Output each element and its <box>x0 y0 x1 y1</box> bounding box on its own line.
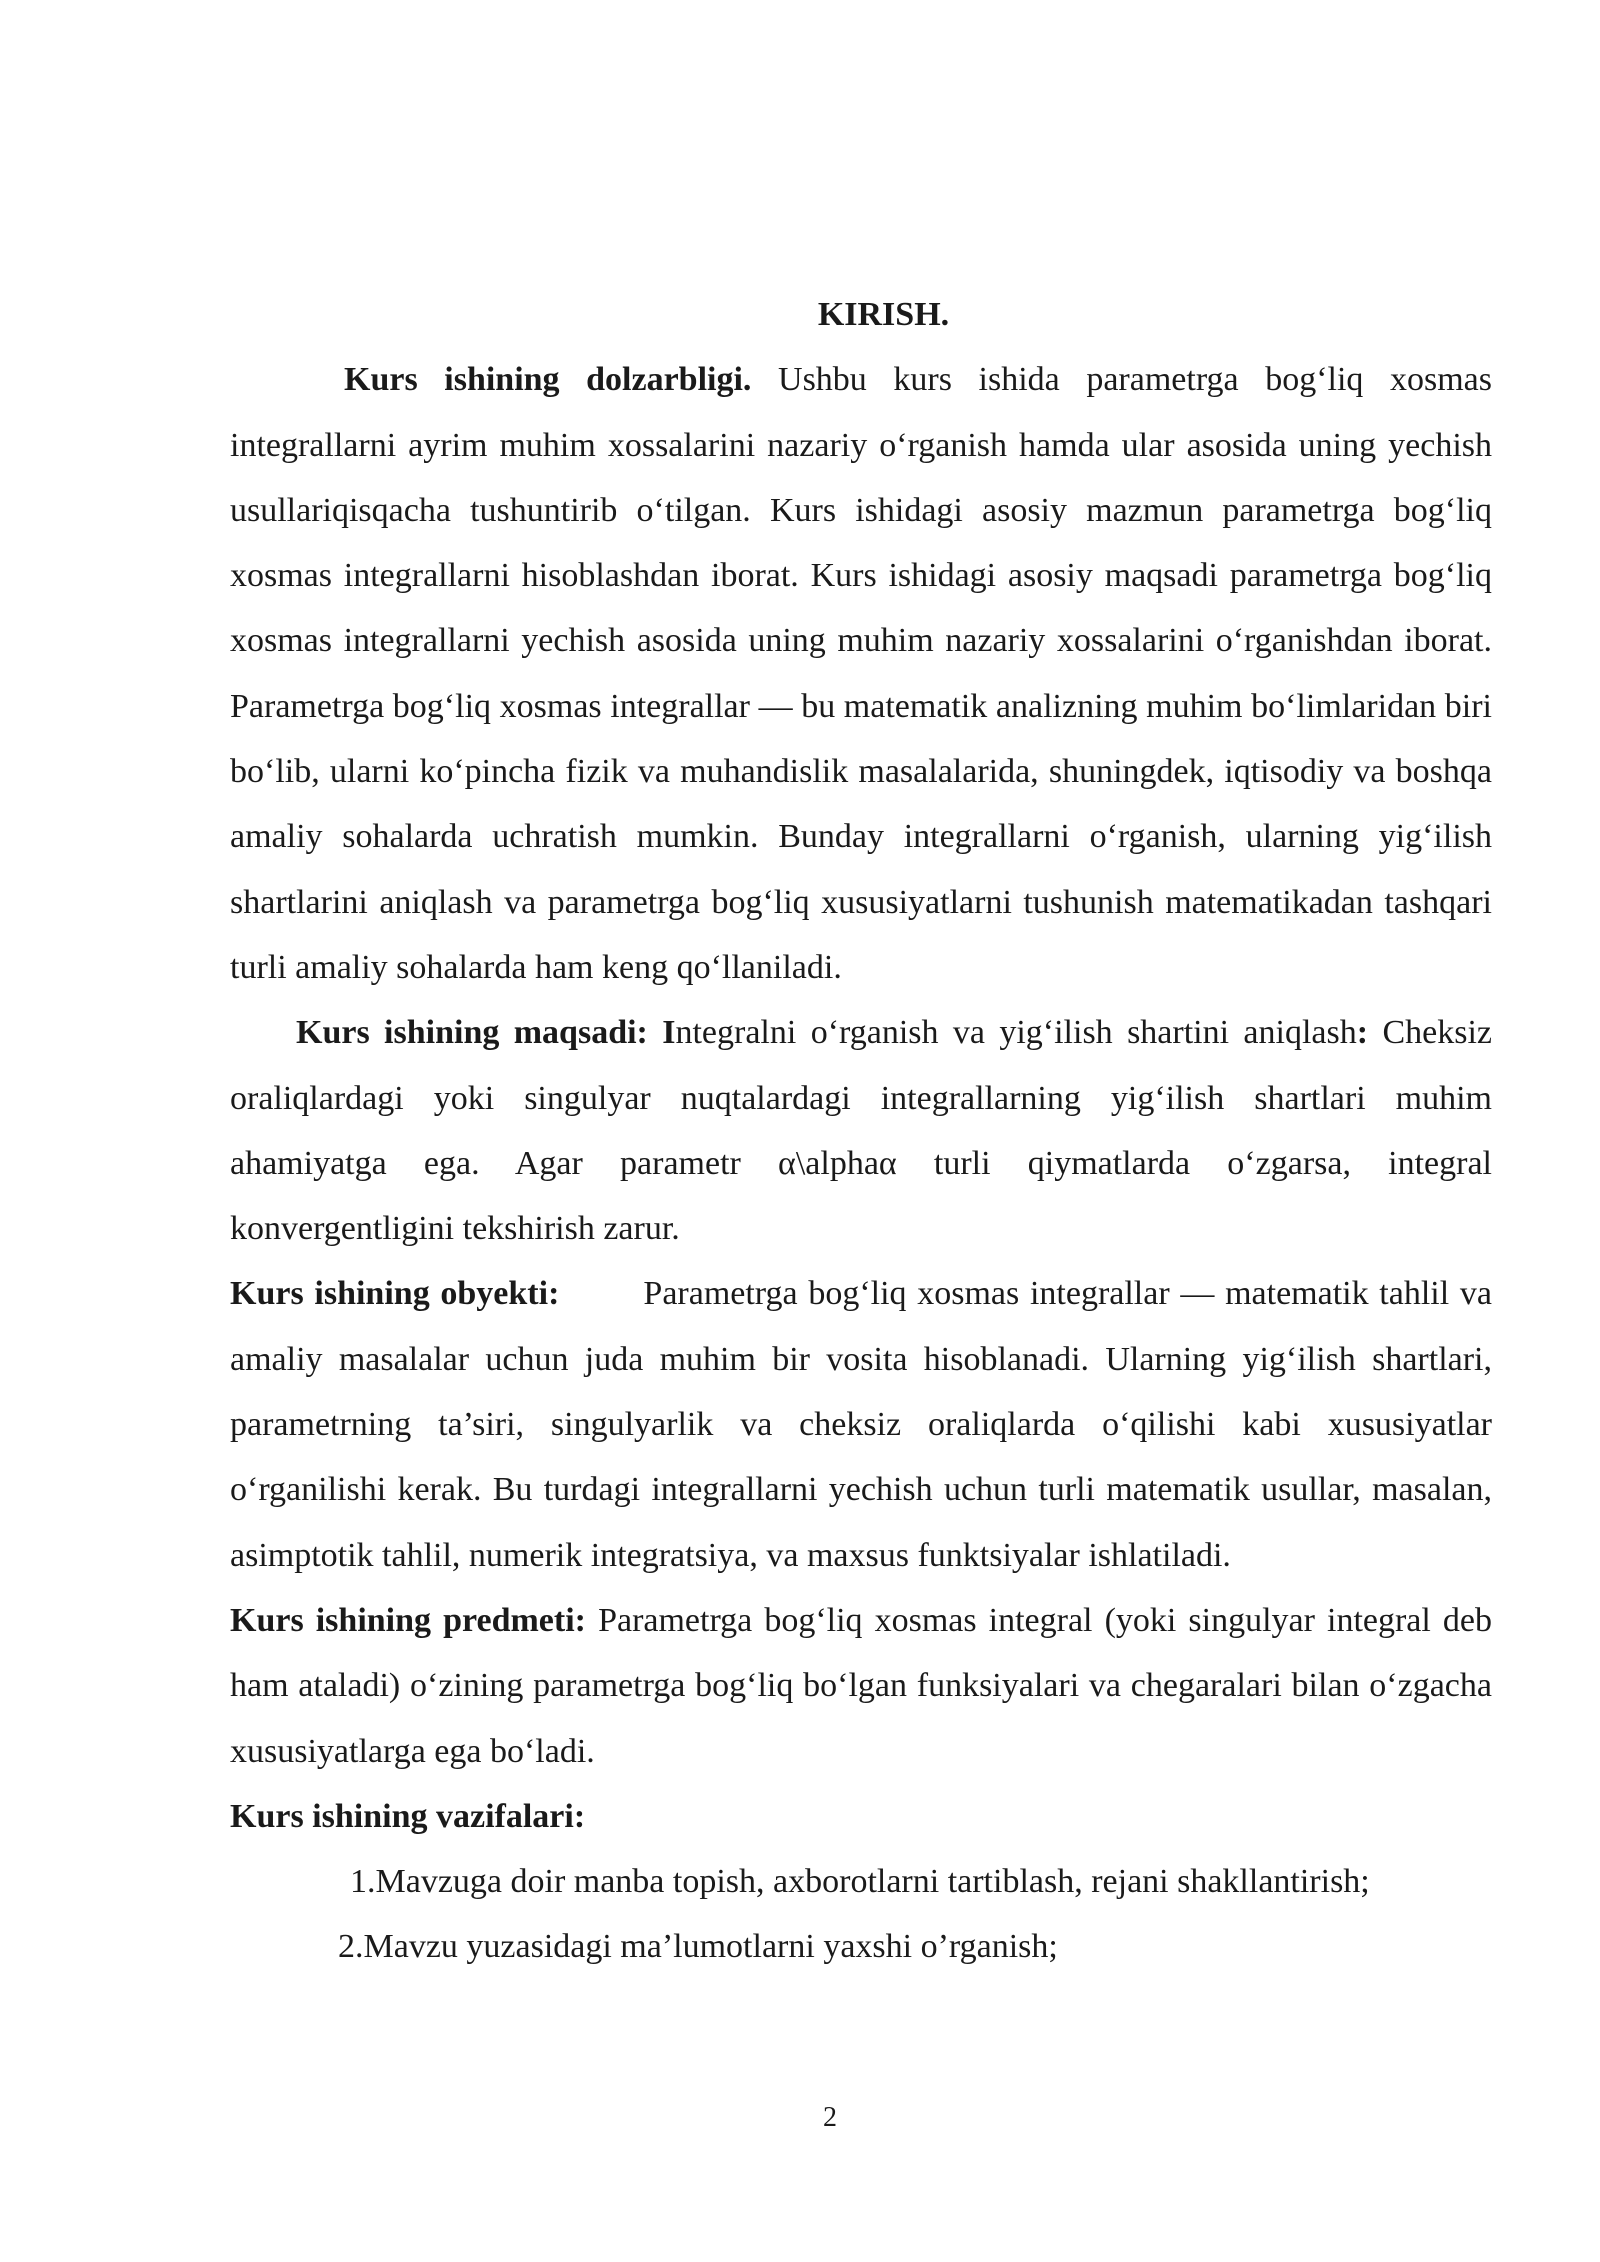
maqsadi-colon: : <box>1356 1014 1369 1052</box>
page-content <box>230 282 1492 1980</box>
text-predmeti: Parametrga bog‘liq xosmas integral (yoki singulyar integral deb ham ataladi) o‘zining parametrga bog‘liq bo‘lgan funksiyalari va chegaralari bilan o‘zgacha xususiyatlarga ega bo‘ladi. <box>230 1601 1492 1770</box>
heading-predmeti: Kurs ishining predmeti: <box>230 1601 586 1639</box>
heading-maqsadi: Kurs ishining maqsadi: I <box>296 1014 676 1052</box>
heading-obyekti: Kurs ishining obyekti: <box>230 1275 560 1313</box>
task-item: 2.Mavzu yuzasidagi ma’lumotlarni yaxshi o’rganish; <box>338 1928 1058 1966</box>
paragraph-maqsadi <box>230 1000 1492 1261</box>
page-title: KIRISH. <box>817 296 950 333</box>
text-maqsadi-2: Cheksiz oraliqlardagi yoki singulyar nuqtalardagi integrallarning yig‘ilish shartlari muhim ahamiyatga ega. Agar parametr α\alphaα turli qiymatlarda o‘zgarsa, integral konvergentligini tekshirish zarur. <box>230 1014 1492 1248</box>
text-dolzarbligi: Ushbu kurs ishida parametrga bog‘liq xosmas integrallarni ayrim muhim xossalarini nazariy o‘rganish hamda ular asosida uning yechish usullariqisqacha tushuntirib o‘tilgan. Kurs ishidagi asosiy mazmun parametrga bog‘liq xosmas integrallarni hisoblashdan iborat. Kurs ishidagi asosiy maqsadi parametrga bog‘liq xosmas integrallarni yechish asosida uning muhim nazariy xossalarini o‘rganishdan iborat. Parametrga bog‘liq xosmas integrallar — bu matematik analizning muhim bo‘limlaridan biri bo‘lib, ularni ko‘pincha fizik va muhandislik masalalarida, shuningdek, iqtisodiy va boshqa amaliy sohalarda uchratish mumkin. Bunday integrallarni o‘rganish, ularning yig‘ilish shartlarini aniqlash va parametrga bog‘liq xususiyatlarni tushunish matematikadan tashqari turli amaliy sohalarda ham keng qo‘llaniladi. <box>230 361 1492 986</box>
text-obyekti: Parametrga bog‘liq xosmas integrallar — matematik tahlil va amaliy masalalar uchun juda muhim bir vosita hisoblanadi. Ularning yig‘ilish shartlari, parametrning ta’siri, singulyarlik va cheksiz oraliqlarda o‘qilishi kabi xususiyatlar o‘rganilishi kerak. Bu turdagi integrallarni yechish uchun turli matematik usullar, masalan, asimptotik tahlil, numerik integratsiya, va maxsus funktsiyalar ishlatiladi. <box>230 1275 1492 1574</box>
paragraph-vazifalari <box>230 1784 1492 1849</box>
task-item: 1.Mavzuga doir manba topish, axborotlarni tartiblash, rejani shakllantirish; <box>350 1863 1370 1901</box>
paragraph-predmeti <box>230 1588 1492 1784</box>
paragraph-obyekti <box>230 1261 1492 1587</box>
page-number: 2 <box>823 2102 837 2133</box>
text-maqsadi-1: ntegralni o‘rganish va yig‘ilish shartini aniqlash <box>675 1014 1357 1052</box>
heading-vazifalari: Kurs ishining vazifalari: <box>230 1797 586 1835</box>
heading-dolzarbligi: Kurs ishining dolzarbligi. <box>344 361 752 399</box>
paragraph-dolzarbligi <box>230 347 1492 1000</box>
